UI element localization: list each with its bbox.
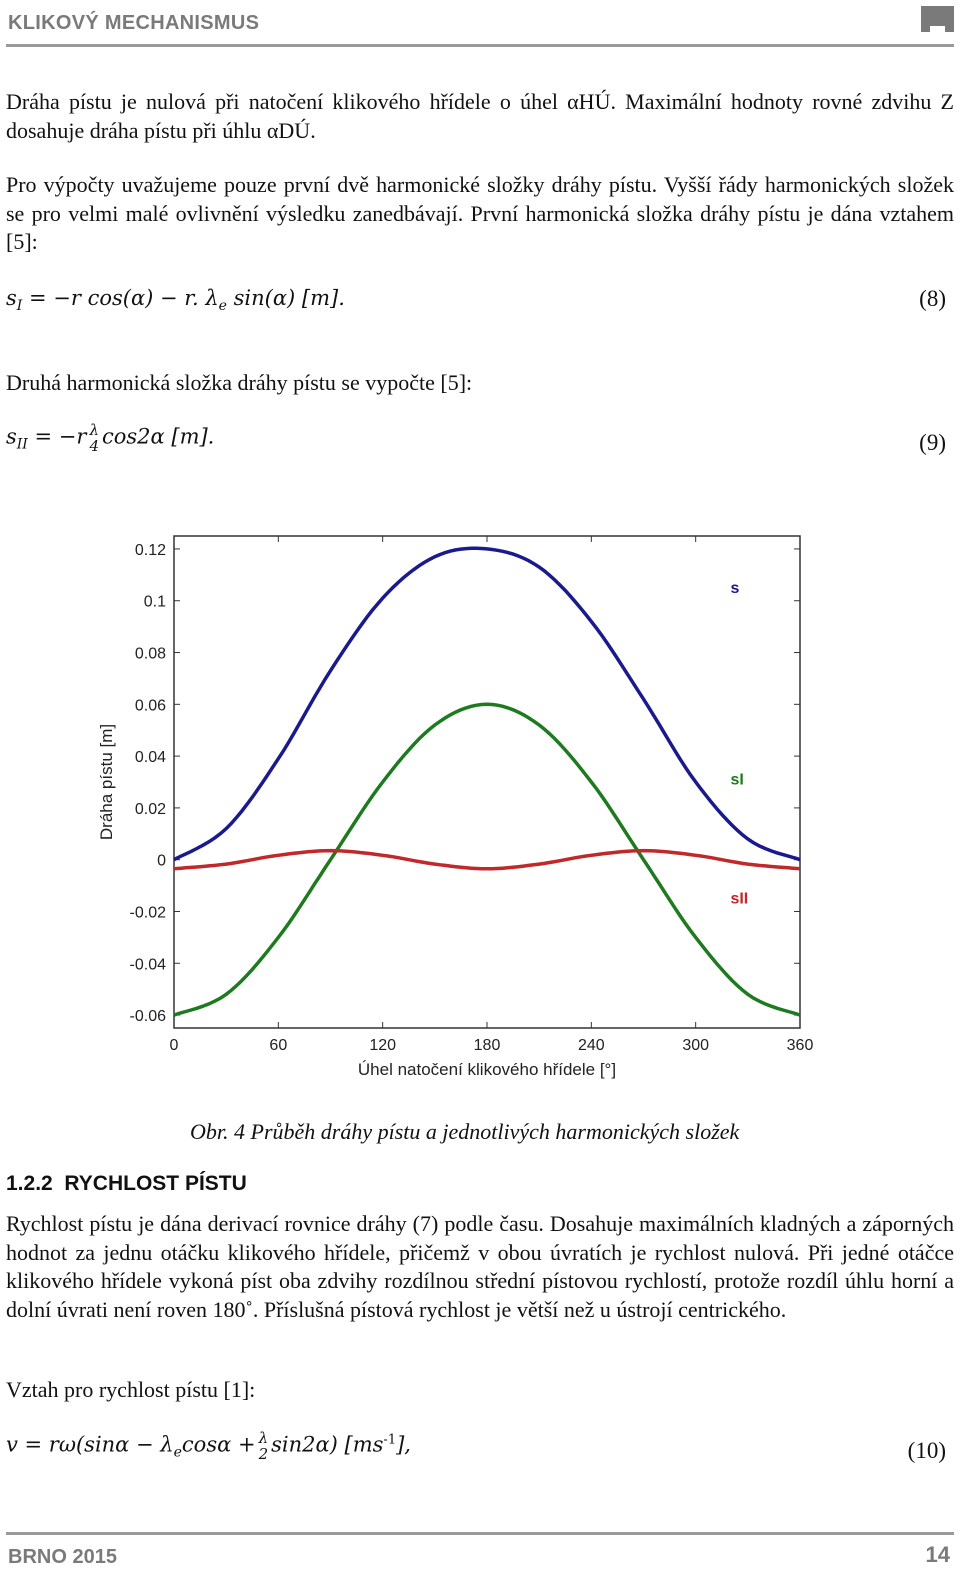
section-heading [6,1172,247,1196]
eq9-frac-den: 4 [89,437,99,455]
eq9-lhs-sub: II [16,436,28,453]
figure-caption: Obr. 4 Průběh dráhy pístu a jednotlivých harmonických složek [190,1119,740,1144]
series-label-s: s [730,579,740,597]
y-tick-label: 0.06 [134,697,166,715]
eq9-number: (9) [919,430,946,455]
header-rule [6,44,954,47]
equation-9 [6,422,954,462]
eq10-sup: -1 [383,1432,397,1448]
y-tick-label: -0.06 [129,1008,166,1026]
footer-rule [6,1532,954,1535]
series-label-sI: sI [730,771,744,789]
eq10-number: (10) [907,1438,946,1463]
eq8-rhs: = −r cos(α) − r. λ [22,286,219,310]
eq9-lhs: s [6,424,17,449]
y-tick-label: 0.08 [134,645,166,663]
equation-10 [6,1430,954,1470]
series-line-sII [174,851,800,869]
header-title: KLIKOVÝ MECHANISMUS [8,12,260,34]
y-tick-label: 0.1 [143,593,166,611]
y-tick-label: 0.12 [134,541,166,559]
section-title: RYCHLOST PÍSTU [64,1172,247,1195]
eq10-fraction [259,1430,269,1462]
plot-frame [174,536,800,1028]
eq8-tail: sin(α) [m]. [226,286,345,310]
eq9-frac-num: λ [89,421,99,439]
y-tick-label: -0.02 [129,904,166,922]
x-tick-label: 120 [369,1037,397,1054]
paragraph-5: Vztah pro rychlost pístu [1]: [6,1377,256,1402]
x-tick-label: 300 [682,1037,710,1054]
eq10-tail: sin2α) [ms [271,1432,384,1457]
logo-icon [921,6,954,32]
eq10-end: ], [396,1432,411,1457]
eq10-frac-num: λ [258,1429,269,1447]
x-tick-label: 0 [169,1037,179,1054]
eq10-frac-den: 2 [258,1445,269,1463]
footer-location: BRNO 2015 [8,1546,117,1568]
eq10-pre: v = rω(sinα − λ [6,1432,174,1457]
eq8-number: (8) [919,286,946,311]
eq8-lhs: s [6,286,17,310]
displacement-chart [85,528,835,1098]
series-label-sII: sII [730,890,749,908]
y-tick-label: -0.04 [129,956,166,974]
paragraph-3: Druhá harmonická složka dráhy pístu se vypočte [5]: [6,370,473,395]
y-axis-label: Dráha pístu [m] [97,723,116,841]
eq8-lhs-sub: I [16,298,23,314]
x-axis-label: Úhel natočení klikového hřídele [°] [357,1060,617,1079]
y-tick-label: 0.02 [134,800,166,818]
y-tick-label: 0.04 [134,749,166,767]
page-number: 14 [925,1542,950,1567]
x-tick-label: 360 [786,1037,814,1054]
x-tick-label: 60 [269,1037,288,1054]
paragraph-2: Pro výpočty uvažujeme pouze první dvě harmonické složky dráhy pístu. Vyšší řády harmonických složek se pro velmi malé ovlivnění výsledku zanedbávají. První harmonická složka dráhy pístu je dána vztahem [5]: [6,172,954,254]
y-tick-label: 0 [157,852,166,870]
eq10-sub: e [173,1444,182,1461]
series-line-sI [174,704,800,1015]
x-tick-label: 180 [473,1037,501,1054]
paragraph-1: Dráha pístu je nulová při natočení klikového hřídele o úhel αHÚ. Maximální hodnoty rovné zdvihu Z dosahuje dráha pístu při úhlu αDÚ. [6,89,954,143]
x-tick-label: 240 [577,1037,605,1054]
paragraph-4: Rychlost pístu je dána derivací rovnice dráhy (7) podle času. Dosahuje maximálních kladných a záporných hodnot za jednu otáčku klikového hřídele, přičemž v obou úvratích je rychlost nulová. Při jedné otáčce klikového hřídele vykoná píst oba zdvihy rozdílnou střední pístovou rychlostí, protože rozdíl úhlu horní a dolní úvrati není roven 180˚. Příslušná pístová rychlost je větší než u ústrojí centrického. [6,1211,954,1322]
eq9-tail: cos2α [m]. [101,424,215,449]
eq9-pre: = −r [27,424,87,449]
equation-8 [6,286,954,326]
eq10-mid: cosα + [181,1432,256,1457]
eq8-rhs-sub: e [218,298,227,314]
section-number: 1.2.2 [6,1172,53,1195]
eq9-fraction [89,422,99,454]
